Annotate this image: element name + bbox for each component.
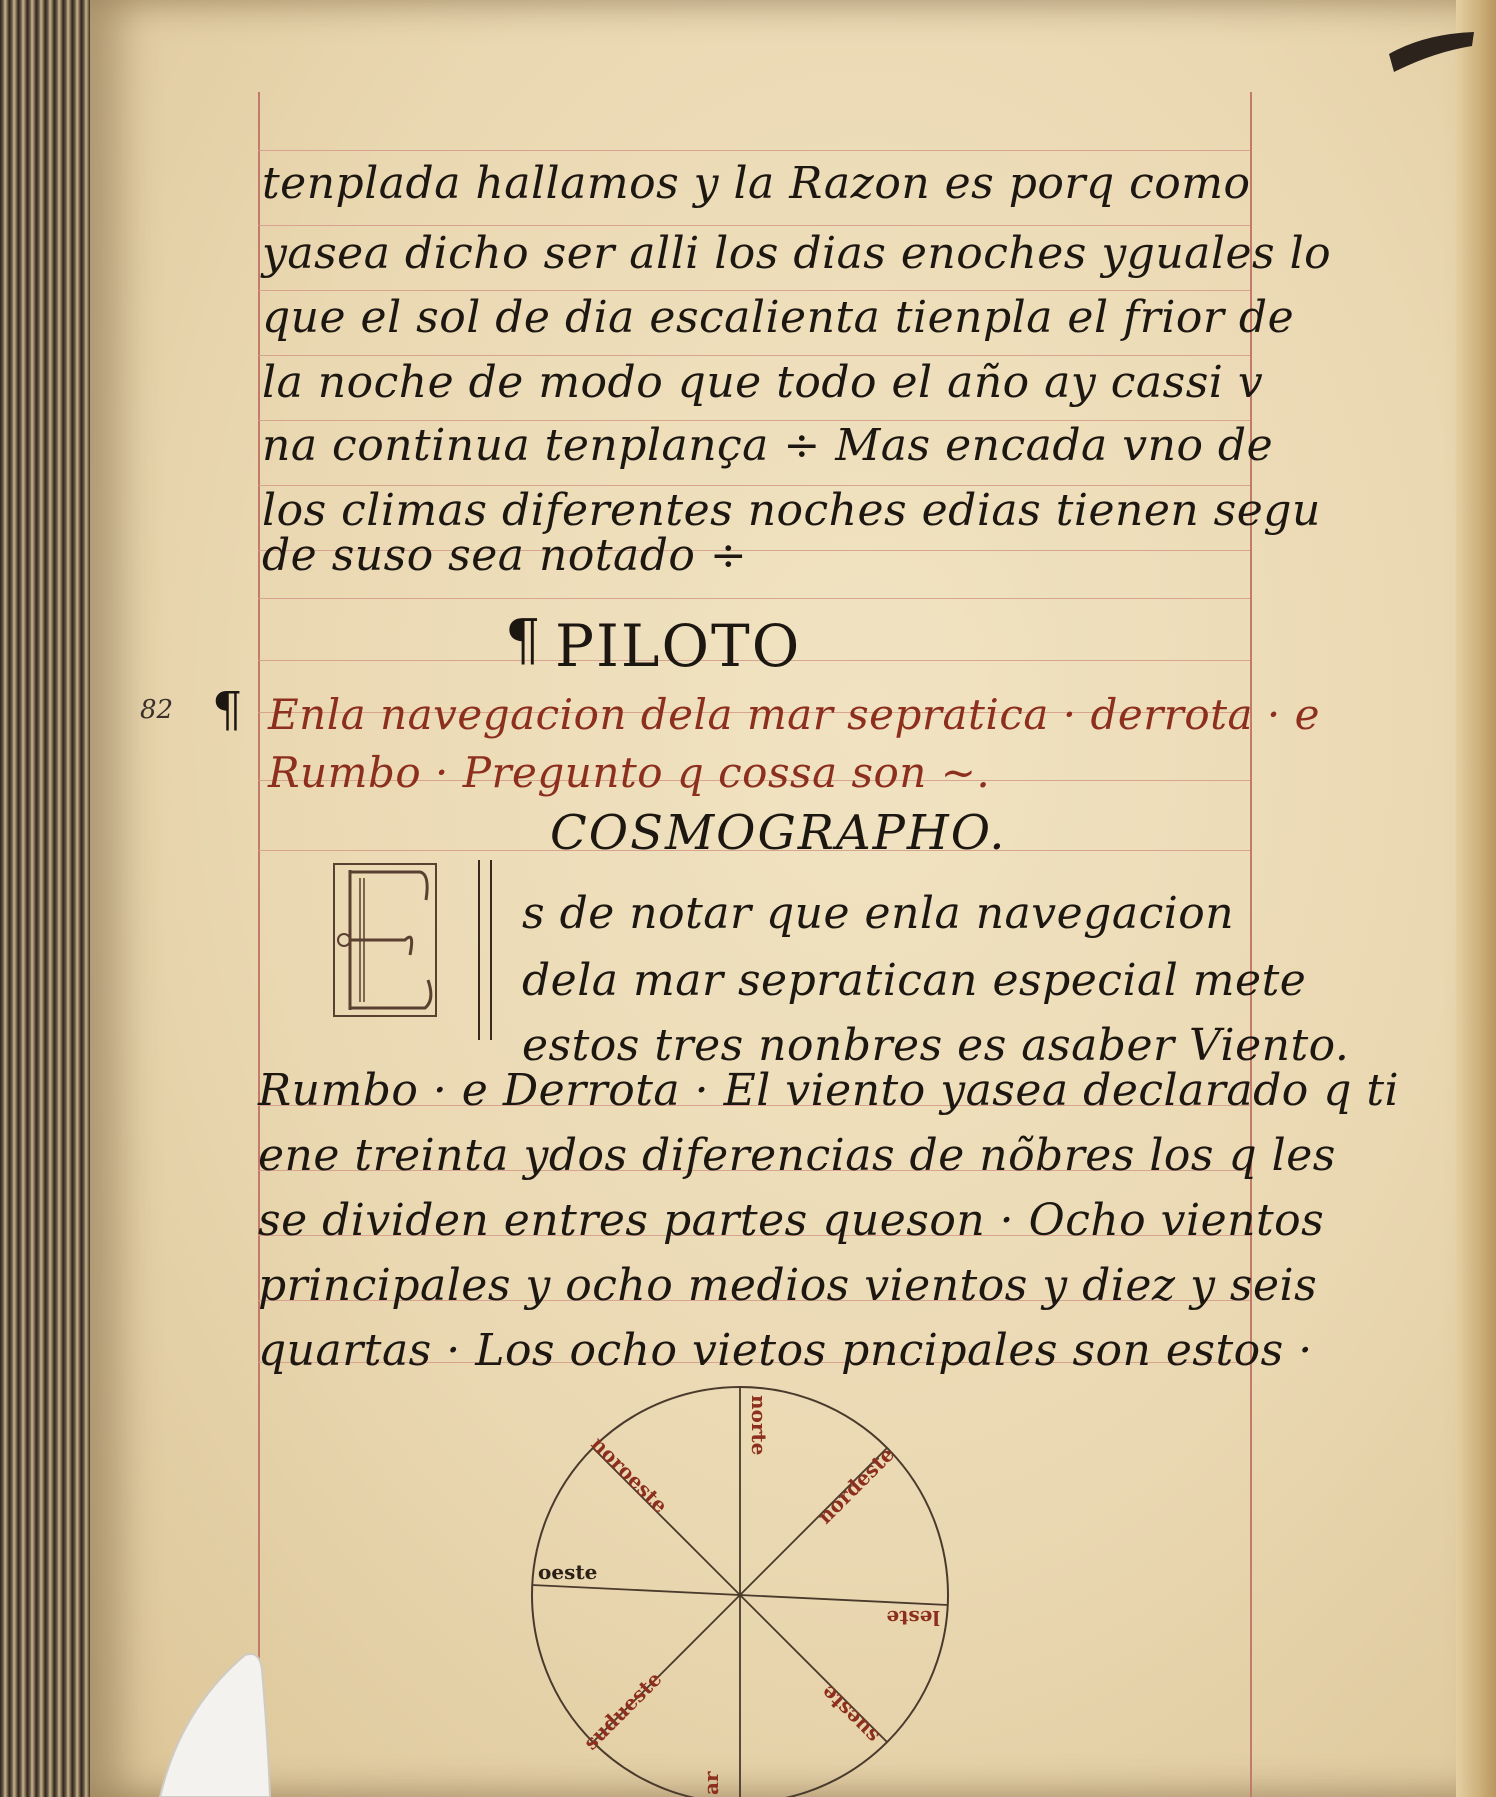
heading-cosmographo: COSMOGRAPHO.	[550, 805, 1007, 861]
question-line: Rumbo · Pregunto q cossa son ~.	[268, 748, 991, 797]
answer-line: dela mar sepratican especial mete	[522, 955, 1307, 1006]
ruling-line	[258, 355, 1250, 356]
compass-label-northwest: noroeste	[586, 1431, 673, 1518]
heading-piloto: PILOTO	[555, 612, 802, 680]
decorated-initial-e	[330, 860, 440, 1020]
ruling-line	[258, 598, 1250, 599]
text-line: de suso sea notado ÷	[262, 530, 748, 581]
ruling-right	[1250, 92, 1252, 1797]
answer-line: estos tres nonbres es asaber Viento.	[522, 1020, 1350, 1071]
wind-compass-diagram	[520, 1385, 960, 1797]
initial-border	[490, 860, 492, 1040]
pilcrow-mark: ¶	[212, 682, 243, 738]
ruling-line	[258, 290, 1250, 291]
answer-line: se dividen entres partes queson · Ocho vientos	[258, 1195, 1325, 1246]
margin-note: 82	[140, 695, 174, 725]
answer-line: s de notar que enla navegacion	[522, 888, 1235, 939]
compass-label-east: leste	[886, 1606, 940, 1630]
compass-label-west: oeste	[538, 1560, 598, 1584]
ruling-left	[258, 92, 260, 1797]
compass-label-north: norte	[747, 1395, 771, 1456]
text-line: la noche de modo que todo el año ay cassi v	[262, 357, 1264, 408]
text-line: que el sol de dia escalienta tienpla el frior de	[262, 292, 1295, 343]
text-line: los climas diferentes noches edias tienen segu	[262, 485, 1321, 536]
initial-border	[478, 860, 480, 1040]
bookmark-tab	[150, 1650, 290, 1797]
compass-label-southwest: sudueste	[578, 1666, 667, 1755]
compass-label-south: ar	[699, 1771, 723, 1795]
page-edge	[1456, 0, 1496, 1797]
answer-line: quartas · Los ocho vietos pncipales son estos ·	[258, 1325, 1313, 1376]
text-line: tenplada hallamos y la Razon es porq como	[262, 158, 1251, 209]
question-line: Enla navegacion dela mar sepratica · derrota · e	[268, 690, 1320, 739]
compass-label-northeast: nordeste	[812, 1442, 900, 1529]
answer-line: ene treinta ydos diferencias de nõbres los q les	[258, 1130, 1336, 1181]
answer-line: Rumbo · e Derrota · El viento yasea declarado q ti	[258, 1065, 1400, 1116]
ruling-line	[258, 150, 1250, 151]
text-line: yasea dicho ser alli los dias enoches yguales lo	[262, 228, 1332, 279]
ruling-line	[258, 225, 1250, 226]
answer-line: principales y ocho medios vientos y diez y seis	[258, 1260, 1318, 1311]
pilcrow-mark: ¶	[505, 608, 541, 673]
page-corner-tab	[1384, 24, 1484, 74]
text-line: na continua tenplança ÷ Mas encada vno de	[262, 420, 1274, 471]
compass-label-southeast: sueste	[815, 1680, 884, 1749]
